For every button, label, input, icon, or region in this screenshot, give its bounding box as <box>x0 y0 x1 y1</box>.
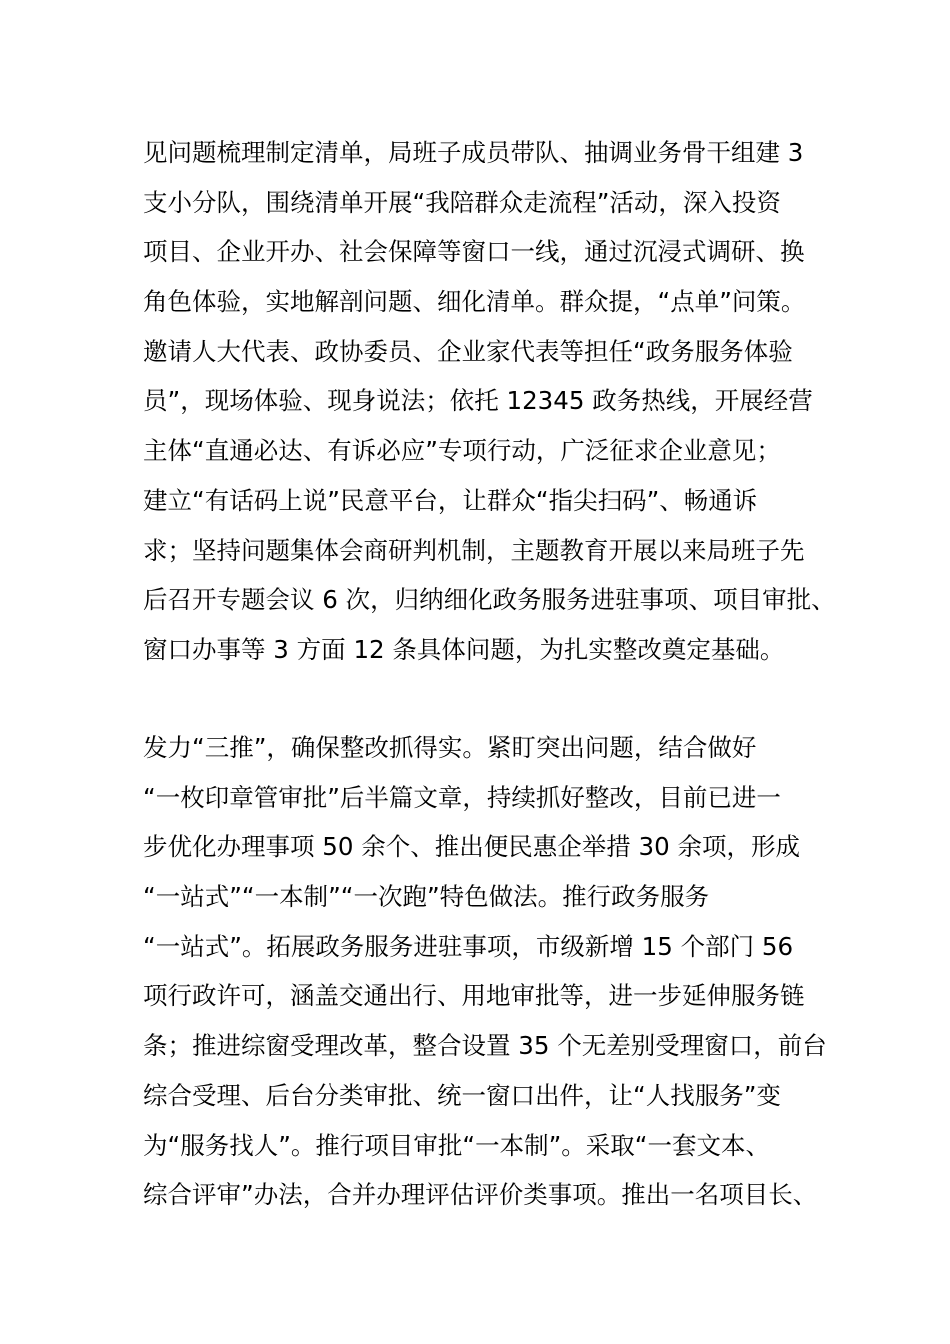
text-line: “一站式”。拓展政务服务进驻事项，市级新增 15 个部门 56 <box>143 931 794 961</box>
text-line: 条；推进综窗受理改革，整合设置 35 个无差别受理窗口，前台 <box>143 1031 827 1061</box>
text-line: 综合受理、后台分类审批、统一窗口出件，让“人找服务”变 <box>143 1080 781 1110</box>
text-line: 发力“三推”，确保整改抓得实。紧盯突出问题，结合做好 <box>143 733 757 762</box>
text-line: 建立“有话码上说”民意平台，让群众“指尖扫码”、畅通诉 <box>143 485 758 515</box>
text-line: 主体“直通必达、有诉必应”专项行动，广泛征求企业意见； <box>143 436 781 466</box>
text-line: 支小分队，围绕清单开展“我陪群众走流程”活动，深入投资 <box>143 187 781 217</box>
text-line: 项目、企业开办、社会保障等窗口一线，通过沉浸式调研、换 <box>143 237 805 267</box>
text-line: “一站式”“一本制”“一次跑”特色做法。推行政务服务 <box>143 882 710 912</box>
text-line: “一枚印章管审批”后半篇文章，持续抓好整改，目前已进一 <box>143 782 781 812</box>
text-line: 综合评审”办法，合并办理评估评价类事项。推出一名项目长、 <box>143 1180 818 1210</box>
text-line: 员”，现场体验、现身说法；依托 12345 政务热线，开展经营 <box>143 386 813 416</box>
paragraph-1 <box>143 128 836 675</box>
text-line: 见问题梳理制定清单，局班子成员带队、抽调业务骨干组建 3 <box>143 138 804 167</box>
text-line: 步优化办理事项 50 余个、推出便民惠企举措 30 余项，形成 <box>143 832 800 862</box>
paragraph-2 <box>143 723 833 1220</box>
text-line: 项行政许可，涵盖交通出行、用地审批等，进一步延伸服务链 <box>143 981 805 1011</box>
text-line: 角色体验，实地解剖问题、细化清单。群众提，“点单”问策。 <box>143 287 806 317</box>
text-line: 窗口办事等 3 方面 12 条具体问题，为扎实整改奠定基础。 <box>143 634 785 664</box>
text-line: 求；坚持问题集体会商研判机制，主题教育开展以来局班子先 <box>143 535 805 565</box>
text-line: 后召开专题会议 6 次，归纳细化政务服务进驻事项、项目审批、 <box>143 585 836 615</box>
text-line: 为“服务找人”。推行项目审批“一本制”。采取“一套文本、 <box>143 1130 770 1160</box>
text-line: 邀请人大代表、政协委员、企业家代表等担任“政务服务体验 <box>143 336 793 366</box>
